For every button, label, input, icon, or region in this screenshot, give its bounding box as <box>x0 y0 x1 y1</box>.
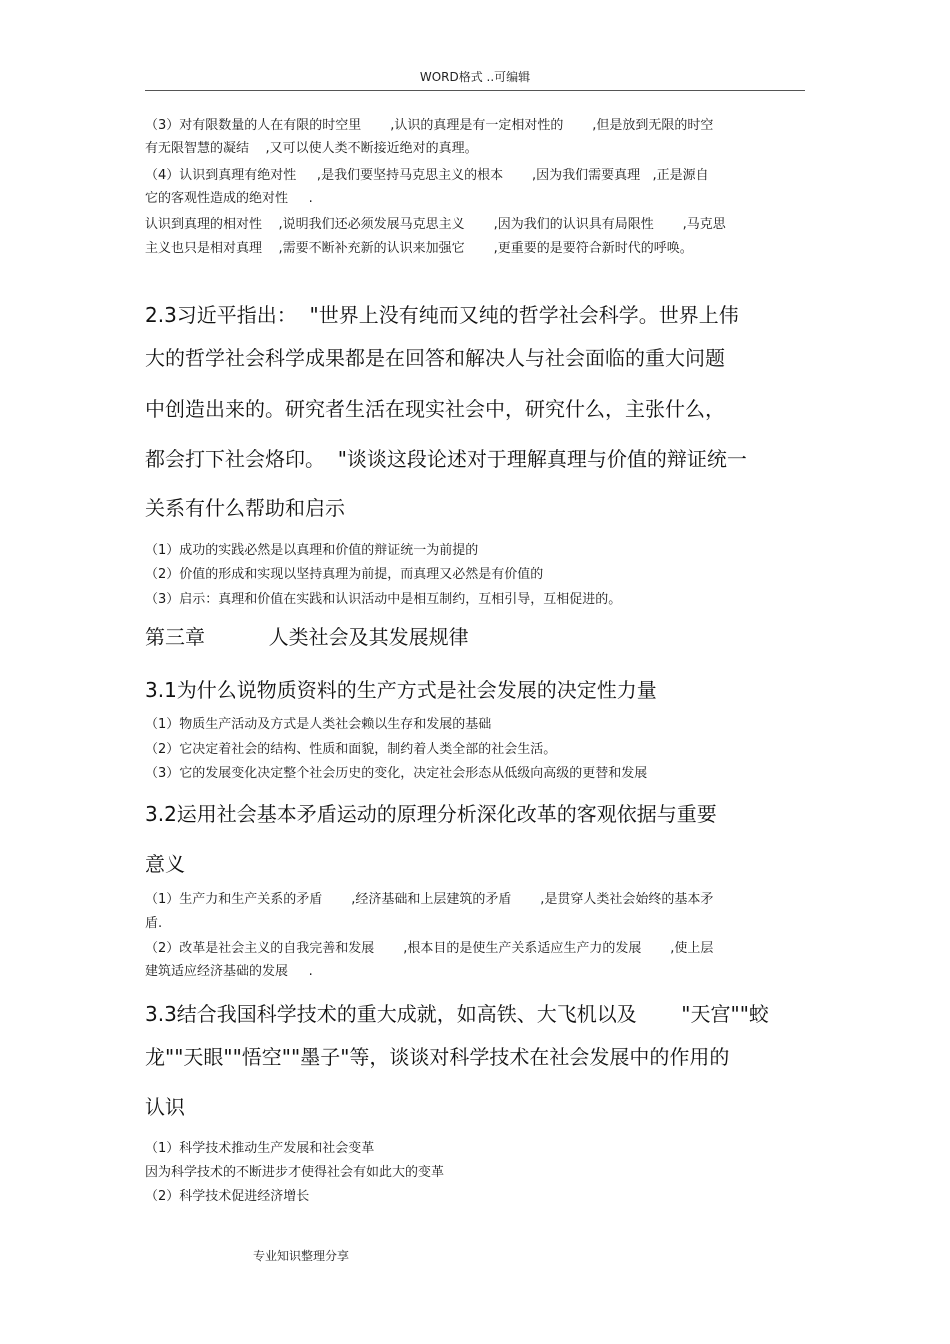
answer-line: （1）成功的实践必然是以真理和价值的辩证统一为前提的 <box>145 543 479 558</box>
question-title-line: 都会打下社会烙印。 "谈谈这段论述对于理解真理与价值的辩证统一 <box>145 447 747 471</box>
page-footer: 专业知识整理分享 <box>253 1249 350 1263</box>
question-title-line: 中创造出来的。研究者生活在现实社会中，研究什么，主张什么， <box>145 397 725 421</box>
question-title-line: 2.3习近平指出： "世界上没有纯而又纯的哲学社会科学。世界上伟 <box>145 303 739 327</box>
page-header: WORD格式 ..可编辑 <box>145 66 805 91</box>
answer-line: （1）物质生产活动及方式是人类社会赖以生存和发展的基础 <box>145 717 492 732</box>
paragraph-line: 有无限智慧的凝结 ,又可以使人类不断接近绝对的真理。 <box>145 141 478 156</box>
paragraph-line: （3）对有限数量的人在有限的时空里 ,认识的真理是有一定相对性的 ,但是放到无限的时空 <box>145 118 714 133</box>
answer-line: （2）改革是社会主义的自我完善和发展 ,根本目的是使生产关系适应生产力的发展 ,使上层 <box>145 941 714 956</box>
answer-line: （3）启示：真理和价值在实践和认识活动中是相互制约，互相引导，互相促进的。 <box>145 592 622 607</box>
question-title-line: 3.3结合我国科学技术的重大成就，如高铁、大飞机以及 "天宫""蛟 <box>145 1002 769 1026</box>
answer-line: （2）价值的形成和实现以坚持真理为前提，而真理又必然是有价值的 <box>145 567 544 582</box>
paragraph-line: （4）认识到真理有绝对性 ,是我们要坚持马克思主义的根本 ,因为我们需要真理 ,正是源自 <box>145 168 709 183</box>
answer-line: 因为科学技术的不断进步才使得社会有如此大的变革 <box>145 1165 445 1180</box>
answer-line: （1）科学技术推动生产发展和社会变革 <box>145 1141 375 1156</box>
paragraph-line: 主义也只是相对真理 ,需要不断补充新的认识来加强它 ,更重要的是要符合新时代的呼唤。 <box>145 241 693 256</box>
chapter-title: 第三章 人类社会及其发展规律 <box>145 625 469 649</box>
question-title-line: 认识 <box>145 1095 185 1119</box>
answer-line: 盾. <box>145 916 163 931</box>
answer-line: 建筑适应经济基础的发展 . <box>145 964 313 979</box>
answer-line: （3）它的发展变化决定整个社会历史的变化，决定社会形态从低级向高级的更替和发展 <box>145 766 648 781</box>
paragraph-line: 认识到真理的相对性 ,说明我们还必须发展马克思主义 ,因为我们的认识具有局限性 ,马克思 <box>145 217 726 232</box>
paragraph-line: 它的客观性造成的绝对性 . <box>145 191 313 206</box>
answer-line: （2）它决定着社会的结构、性质和面貌，制约着人类全部的社会生活。 <box>145 742 557 757</box>
question-title-line: 意义 <box>145 852 185 876</box>
answer-line: （2）科学技术促进经济增长 <box>145 1189 310 1204</box>
question-title-line: 关系有什么帮助和启示 <box>145 496 345 520</box>
question-title-line: 3.2运用社会基本矛盾运动的原理分析深化改革的客观依据与重要 <box>145 802 717 826</box>
question-title-line: 3.1为什么说物质资料的生产方式是社会发展的决定性力量 <box>145 678 657 702</box>
question-title-line: 龙""天眼""悟空""墨子"等，谈谈对科学技术在社会发展中的作用的 <box>145 1045 730 1069</box>
question-title-line: 大的哲学社会科学成果都是在回答和解决人与社会面临的重大问题 <box>145 346 725 370</box>
answer-line: （1）生产力和生产关系的矛盾 ,经济基础和上层建筑的矛盾 ,是贯穿人类社会始终的基本矛 <box>145 892 714 907</box>
